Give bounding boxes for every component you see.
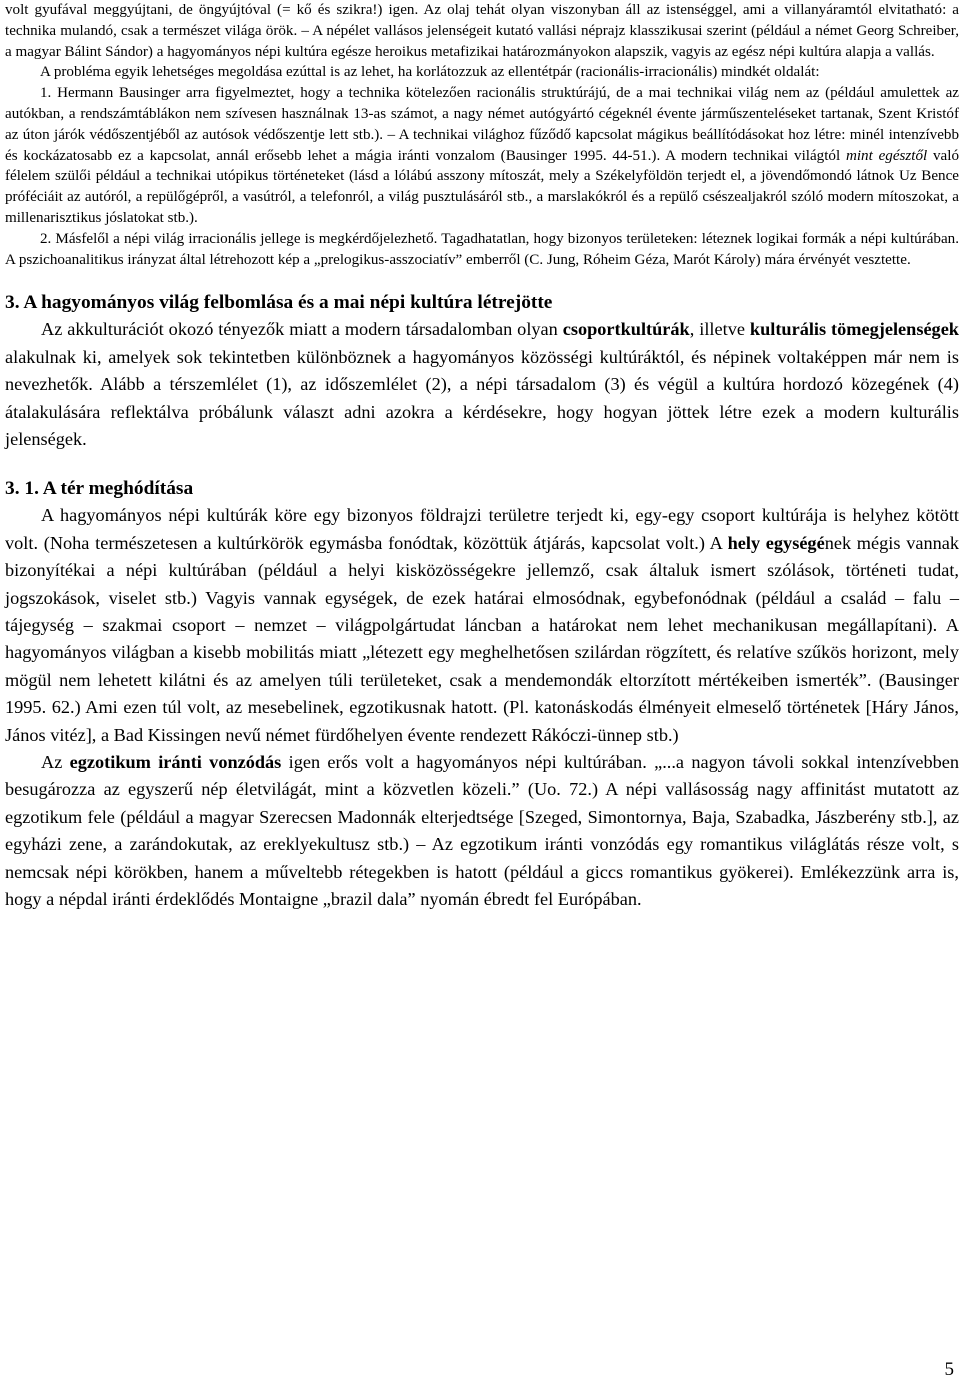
section-3-1-heading: 3. 1. A tér meghódítása bbox=[5, 478, 194, 500]
page-number: 5 bbox=[944, 1359, 954, 1380]
paragraph-olaj bbox=[5, 0, 959, 62]
paragraph-irracionalis: 2. Másfelől a népi világ irracionális jellege is megkérdőjelezhető. Tagadhatatlan, hogy bizonyos területeken: léteznek logikai formák a népi kultúrában. A pszichoanalitikus irányzat által létrehozott kép a „prelogikus-asszociatív” emberről (C. Jung, Róheim Géza, Marót Károly) mára érvényét vesztette. bbox=[5, 230, 959, 268]
intro-text-block bbox=[5, 0, 959, 270]
paragraph-bausinger: 1. Hermann Bausinger arra figyelmeztet, hogy a technika kötelezően racionális struktúrájú, de a mai technikai világ nem az (például amulettek az autókban, a rendszámtáblákon nem szívesen használnak 13-as számot, a nagy német autógyártó cégeknél évente járműszenteléseket tartanak, Szent Kristóf az úton járók védőszentjéből az autósok védőszentje lett stb.). – A technikai világhoz fűződő kapcsolat mágikus beállítódásokat hoz létre: minél intenzívebb és kockázatosabb ez a kapcsolat, annál erősebb lehet a mágia iránti vonzalom (Bausinger 1995. 44-51.). A modern technikai világtól mint egésztől való félelem szülői például a technikai utópikus történeteket (lásd a lólábú asszony mítoszát, mely a Székelyföldön terjedt el, a jövendőmondó látnok Uz Bence próféciáit az autóról, a repülőgépről, a vasútról, a telefonról, a világ pusztulásáról stb., a marslakókról és a repülő csészealjakról szóló modern mítoszokat, a millenarisztikus jóslatokat stb.). bbox=[5, 85, 959, 226]
bold-csoportkulturak: csoportkultúrák bbox=[562, 319, 690, 340]
paragraph-olaj-text: volt gyufával meggyújtani, de öngyújtóval (= kő és szikra!) igen. Az olaj tehát olyan viszonyban áll az istenséggel, ami a villanyáramtól elvitatható: a technika mulandó, csak a természet világa örök. – A népélet vallásos jelenségeit kutató vallási néprajz klasszikusai szerint (például a német Georg Schreiber, a magyar Bálint Sándor) a hagyományos népi kultúra egésze heroikus metafizikai határozmányokon alapszik, vagyis az egész népi kultúra alapja a vallás. bbox=[5, 2, 959, 60]
section-3-body bbox=[5, 316, 959, 453]
document-page bbox=[5, 0, 959, 913]
section-3-heading: 3. A hagyományos világ felbomlása és a mai népi kultúra létrejötte bbox=[5, 292, 553, 314]
bold-hely-egysege: hely egységé bbox=[727, 532, 825, 553]
paragraph-megoldas: A probléma egyik lehetséges megoldása ezúttal is az lehet, ha korlátozzuk az ellentétpár (racionális-irracionális) mindkét oldalát: bbox=[40, 64, 820, 81]
paragraph-egzotikum: Az egzotikum iránti vonzódás igen erős volt a hagyományos népi kultúrában. „...a nagyon távoli sokkal intenzívebben besugározza az egyszerű nép életvilágát, mint a közvetlen közeli.” (Uo. 72.) A népi vallásosság nagy affinitást mutatott az egzotikum fele (például a magyar Szerecsen Madonnák elterjedtsége [Szeged, Simontornya, Baja, Szabadka, Jászberény stb.], az egyházi zene, a zarándokutak, az ereklyekultusz stb.) – Az egzotikum iránti vonzódás egy romantikus világlátás része volt, s nemcsak népi körökben, hanem a műveltebb rétegekben is hatott (például a giccs romantikus gyökerei). Emlékezzünk arra is, hogy a népdal iránti érdeklődés Montaigne „brazil dala” nyomán ébredt fel Európában. bbox=[5, 752, 959, 910]
bold-egzotikum-iranti-vonzodas: egzotikum iránti vonzódás bbox=[69, 752, 282, 773]
paragraph-hely-egysege: A hagyományos népi kultúrák köre egy bizonyos földrajzi területre terjedt ki, egy-egy csoport kultúrája is helyhez kötött volt. (Noha természetesen a kultúrkörök egymásba fonódtak, közöttük átjárás, kapcsolat volt.) A hely egységének mégis vannak bizonyítékai a népi kultúrában (például a helyi kisközösségekre jellemző, csak általuk ismert szólások, történeti tudat, jogszokások, viselet stb.) Vagyis vannak egységek, de ezek határai elmosódnak, egybefonódnak (például a család – falu – tájegység – szakmai csoport – nemzet – világpolgártudat láncban a határokat nem lehet mechanikusan megállapítani). A hagyományos világban a kisebb mobilitás miatt „létezett egy meghelhetősen szilárdan rögzített, és relatíve szűkös horizont, mely mögül nem lehetett kilátni és az amelyen túli területeket, csak a mendemondák eltorzított mértékeiben ismerték”. (Bausinger 1995. 62.) Ami ezen túl volt, az mesebelinek, egzotikusnak hatott. (Pl. katonáskodás élményeit elmeselő történetek [Háry János, János vitéz], a Bad Kissingen nevű német fürdőhelyen évente rendezett Rákóczi-ünnep stb.) bbox=[5, 505, 959, 745]
paragraph-akkulturacio: Az akkulturációt okozó tényezők miatt a modern társadalomban olyan csoportkultúrák, illetve kulturális tömegjelenségek alakulnak ki, amelyek sok tekintetben különböznek a hagyományos közösségi kultúráktól, és népinek voltaképpen már nem is nevezhetők. Alább a térszemlélet (1), az időszemlélet (2), a népi társadalom (3) és végül a kultúra hordozó közegének (4) átalakulására reflektálva próbálunk választ adni azokra a kérdésekre, hogy hogyan jöttek létre ezek a modern kulturális jelenségek. bbox=[5, 319, 959, 449]
section-3-1-body bbox=[5, 502, 959, 913]
bold-kulturalis-tomegjelensegek: kulturális tömegjelenségek bbox=[749, 319, 959, 340]
italic-mint-egesztol: mint egésztől bbox=[845, 147, 928, 164]
